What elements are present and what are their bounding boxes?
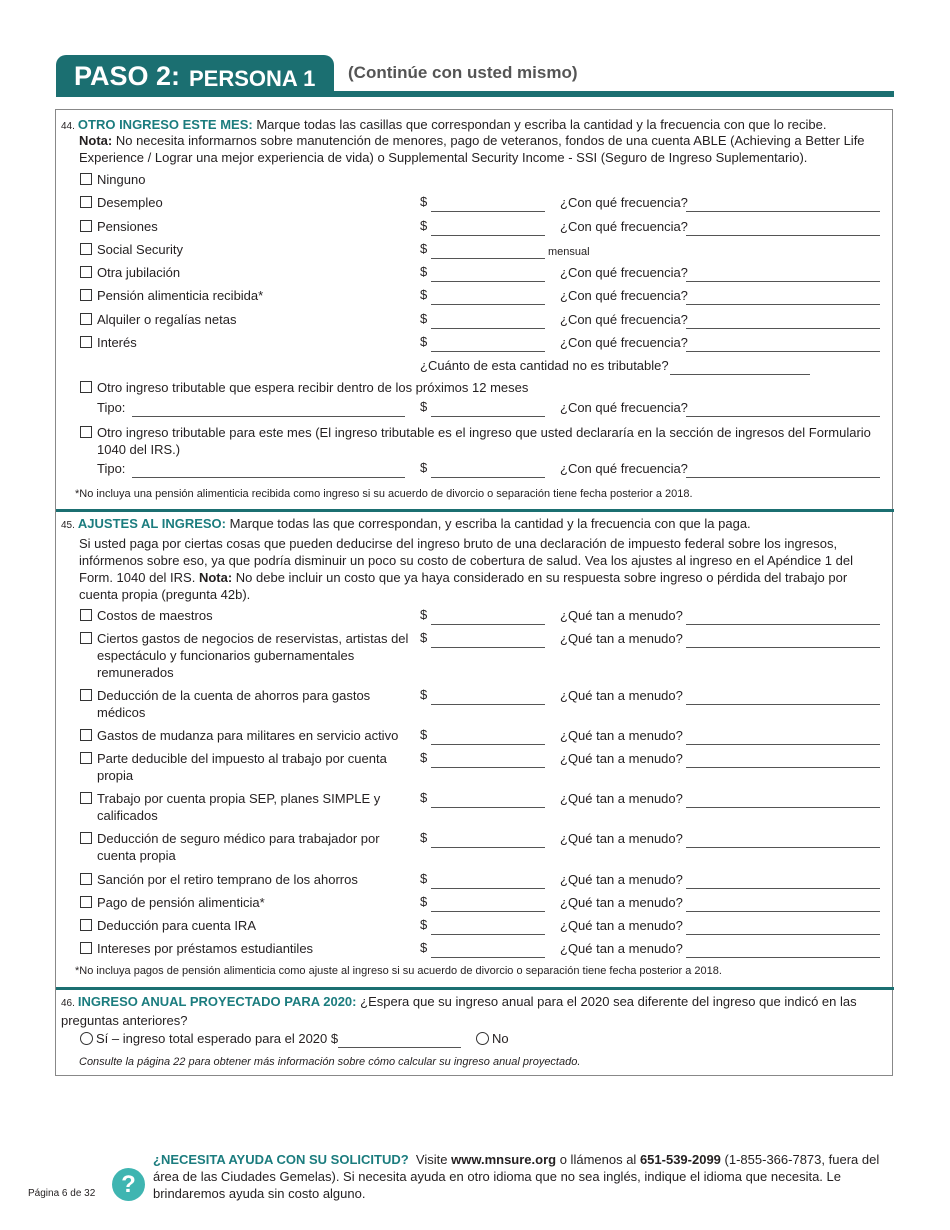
type-label-2: Tipo: [97, 461, 126, 476]
income-checkbox[interactable] [80, 220, 92, 232]
income-frequency-label: mensual [548, 246, 590, 258]
section-divider [56, 987, 894, 990]
dollar-sign: $ [420, 687, 428, 702]
q44-note: Nota: No necesita informarnos sobre manutención de menores, pago de veteranos, fondos de una cuenta ABLE (Achieving a Better Life Experience / Lograr una mejor experiencia de vida) o Supplemental Security Income - SSI (Seguro de Ingreso Suplementario). [79, 133, 865, 165]
income-label: Desempleo [97, 195, 163, 210]
income-frequency-label: ¿Con qué frecuencia? [560, 219, 688, 234]
type-field-2[interactable] [132, 477, 405, 478]
adjustment-amount-field[interactable] [431, 934, 545, 935]
adjustment-frequency-label: ¿Qué tan a menudo? [560, 608, 683, 623]
income-frequency-label: ¿Con qué frecuencia? [560, 335, 688, 350]
adjustment-checkbox[interactable] [80, 609, 92, 621]
dollar-sign: $ [420, 607, 428, 622]
adjustment-label: Intereses por préstamos estudiantiles [97, 941, 314, 956]
website-link[interactable]: www.mnsure.org [451, 1152, 557, 1167]
income-label: Otra jubilación [97, 265, 181, 280]
checkbox-other-12-months[interactable] [80, 381, 92, 393]
step-label: PASO 2: [74, 61, 181, 91]
type-field-1[interactable] [132, 416, 405, 417]
q46-consult-note: Consulte la página 22 para obtener más información sobre cómo calcular su ingreso anual proyectado. [79, 1056, 581, 1068]
income-amount-field[interactable] [431, 304, 545, 305]
adjustment-label: Deducción para cuenta IRA [97, 918, 256, 933]
adjustment-frequency-label: ¿Qué tan a menudo? [560, 872, 683, 887]
income-label: Social Security [97, 242, 183, 257]
adjustment-label: Costos de maestros [97, 608, 213, 623]
adjustment-frequency-field[interactable] [686, 704, 880, 705]
adjustment-checkbox[interactable] [80, 632, 92, 644]
adjustment-amount-field[interactable] [431, 744, 545, 745]
freq-label: ¿Con qué frecuencia? [560, 461, 688, 476]
header-rule [56, 91, 894, 97]
income-amount-field[interactable] [431, 351, 545, 352]
dollar-sign: $ [420, 630, 428, 645]
income-checkbox[interactable] [80, 266, 92, 278]
income-checkbox[interactable] [80, 196, 92, 208]
adjustment-frequency-field[interactable] [686, 911, 880, 912]
income-frequency-label: ¿Con qué frecuencia? [560, 288, 688, 303]
person-label: PERSONA 1 [189, 66, 316, 91]
income-label: Pensiones [97, 219, 158, 234]
adjustment-checkbox[interactable] [80, 729, 92, 741]
dollar-sign: $ [420, 727, 428, 742]
income-checkbox[interactable] [80, 336, 92, 348]
income-amount-field[interactable] [431, 235, 545, 236]
adjustment-amount-field[interactable] [431, 888, 545, 889]
income-frequency-label: ¿Con qué frecuencia? [560, 312, 688, 327]
section-divider [56, 509, 894, 512]
checkbox-other-this-month[interactable] [80, 426, 92, 438]
dollar-sign: $ [420, 264, 428, 279]
dollar-sign: $ [420, 790, 428, 805]
radio-yes[interactable] [80, 1032, 93, 1045]
page-number: Página 6 de 32 [28, 1188, 96, 1199]
adjustment-frequency-field[interactable] [686, 647, 880, 648]
adjustment-label: Ciertos gastos de negocios de reservistas, artistas del espectáculo y funcionarios gubernamentales remunerados [97, 631, 409, 680]
q44-footnote: *No incluya una pensión alimenticia recibida como ingreso si su acuerdo de divorcio o separación tiene fecha posterior a 2018. [75, 488, 693, 500]
dollar-sign: $ [420, 917, 428, 932]
freq-label: ¿Con qué frecuencia? [560, 400, 688, 415]
q44-heading: 44. OTRO INGRESO ESTE MES: Marque todas las casillas que correspondan y escriba la cantidad y la frecuencia con que lo recibe. [61, 117, 827, 132]
income-checkbox[interactable] [80, 313, 92, 325]
q45-footnote: *No incluya pagos de pensión alimenticia como ajuste al ingreso si su acuerdo de divorcio o separación tiene fecha posterior a 2018. [75, 965, 722, 977]
income-amount-field[interactable] [431, 328, 545, 329]
adjustment-frequency-field[interactable] [686, 957, 880, 958]
dollar-sign: $ [420, 399, 428, 414]
nontaxable-amount-field[interactable] [670, 374, 810, 375]
income-checkbox[interactable] [80, 243, 92, 255]
adjustment-amount-field[interactable] [431, 704, 545, 705]
adjustment-amount-field[interactable] [431, 767, 545, 768]
adjustment-checkbox[interactable] [80, 689, 92, 701]
adjustment-label: Trabajo por cuenta propia SEP, planes SIMPLE y calificados [97, 791, 381, 823]
adjustment-frequency-field[interactable] [686, 807, 880, 808]
adjustment-frequency-field[interactable] [686, 744, 880, 745]
adjustment-frequency-label: ¿Qué tan a menudo? [560, 631, 683, 646]
dollar-sign: $ [420, 894, 428, 909]
dollar-sign: $ [420, 830, 428, 845]
phone-number: 651-539-2099 [639, 1152, 721, 1167]
dollar-sign: $ [420, 940, 428, 955]
freq-field-other-12[interactable] [686, 416, 880, 417]
adjustment-checkbox[interactable] [80, 942, 92, 954]
adjustment-frequency-field[interactable] [686, 934, 880, 935]
adjustment-checkbox[interactable] [80, 873, 92, 885]
income-frequency-field[interactable] [686, 281, 880, 282]
adjustment-amount-field[interactable] [431, 647, 545, 648]
adjustment-checkbox[interactable] [80, 752, 92, 764]
dollar-sign: $ [420, 241, 428, 256]
amount-field-other-12[interactable] [431, 416, 545, 417]
adjustment-label: Pago de pensión alimenticia* [97, 895, 265, 910]
income-frequency-label: ¿Con qué frecuencia? [560, 265, 688, 280]
dollar-sign: $ [420, 194, 428, 209]
dollar-sign: $ [420, 334, 428, 349]
header-subtitle: (Continúe con usted mismo) [348, 63, 578, 82]
income-frequency-field[interactable] [686, 351, 880, 352]
dollar-sign: $ [420, 218, 428, 233]
label-no: No [492, 1031, 509, 1046]
adjustment-amount-field[interactable] [431, 957, 545, 958]
q45-heading: 45. AJUSTES AL INGRESO: Marque todas las que correspondan, y escriba la cantidad y la frecuencia con que la paga. [61, 516, 751, 531]
adjustment-frequency-label: ¿Qué tan a menudo? [560, 941, 683, 956]
income-amount-field[interactable] [431, 211, 545, 212]
dollar-sign: $ [420, 311, 428, 326]
nontaxable-label: ¿Cuánto de esta cantidad no es tributable? [420, 358, 669, 373]
adjustment-label: Deducción de la cuenta de ahorros para gastos médicos [97, 688, 371, 720]
adjustment-amount-field[interactable] [431, 911, 545, 912]
adjustment-frequency-label: ¿Qué tan a menudo? [560, 895, 683, 910]
income-label: Interés [97, 335, 137, 350]
adjustment-label: Parte deducible del impuesto al trabajo por cuenta propia [97, 751, 387, 783]
adjustment-frequency-label: ¿Qué tan a menudo? [560, 728, 683, 743]
adjustment-label: Deducción de seguro médico para trabajador por cuenta propia [97, 831, 380, 863]
income-checkbox[interactable] [80, 289, 92, 301]
adjustment-frequency-label: ¿Qué tan a menudo? [560, 688, 683, 703]
label-other-12-months: Otro ingreso tributable que espera recibir dentro de los próximos 12 meses [97, 380, 529, 395]
adjustment-checkbox[interactable] [80, 919, 92, 931]
income-amount-field[interactable] [431, 281, 545, 282]
adjustment-label: Gastos de mudanza para militares en servicio activo [97, 728, 399, 743]
income-frequency-field[interactable] [686, 235, 880, 236]
adjustment-frequency-field[interactable] [686, 767, 880, 768]
help-text: ¿NECESITA AYUDA CON SU SOLICITUD? Visite www.mnsure.org o llámenos al 651-539-2099 (1-855-366-7873, fuera del área de las Ciudades Gemelas). Si necesita ayuda en otro idioma que no sea inglés, indique el idioma que necesita. Le brindaremos ayuda sin costo alguno. [153, 1152, 880, 1201]
adjustment-checkbox[interactable] [80, 896, 92, 908]
type-label-1: Tipo: [97, 400, 126, 415]
adjustment-frequency-field[interactable] [686, 624, 880, 625]
adjustment-label: Sanción por el retiro temprano de los ahorros [97, 872, 358, 887]
adjustment-amount-field[interactable] [431, 847, 545, 848]
income-amount-field[interactable] [431, 258, 545, 259]
freq-field-other-month[interactable] [686, 477, 880, 478]
income-frequency-field[interactable] [686, 211, 880, 212]
checkbox-ninguno[interactable] [80, 173, 92, 185]
dollar-sign: $ [420, 460, 428, 475]
adjustment-amount-field[interactable] [431, 624, 545, 625]
adjustment-frequency-label: ¿Qué tan a menudo? [560, 831, 683, 846]
dollar-sign: $ [420, 287, 428, 302]
q46-heading: 46. INGRESO ANUAL PROYECTADO PARA 2020: ¿Espera que su ingreso anual para el 2020 sea diferente del ingreso que indicó en las preguntas anteriores? [61, 994, 857, 1028]
adjustment-frequency-label: ¿Qué tan a menudo? [560, 791, 683, 806]
label-other-this-month: Otro ingreso tributable para este mes (El ingreso tributable es el ingreso que usted declararía en la sección de ingresos del Formulario 1040 del IRS.) [97, 425, 871, 457]
adjustment-checkbox[interactable] [80, 832, 92, 844]
income-frequency-label: ¿Con qué frecuencia? [560, 195, 688, 210]
income-label: Pensión alimenticia recibida* [97, 288, 264, 303]
q45-body: Si usted paga por ciertas cosas que pueden deducirse del ingreso bruto de una declaración de impuesto federal sobre los ingresos, infórmenos sobre eso, ya que podría disminuir un poco su costo de cobertura de salud. Vea los ajustes al ingreso en el Apéndice 1 del Form. 1040 del IRS. Nota: No debe incluir un costo que ya haya considerado en su respuesta sobre ingreso o pérdida del trabajo por cuenta propia (pregunta 42b). [79, 536, 853, 602]
income-label: Alquiler o regalías netas [97, 312, 237, 327]
label-yes: Sí – ingreso total esperado para el 2020 $ [96, 1031, 339, 1046]
income-frequency-field[interactable] [686, 304, 880, 305]
adjustment-frequency-label: ¿Qué tan a menudo? [560, 918, 683, 933]
dollar-sign: $ [420, 750, 428, 765]
label-ninguno: Ninguno [97, 172, 146, 187]
amount-field-other-month[interactable] [431, 477, 545, 478]
adjustment-frequency-field[interactable] [686, 888, 880, 889]
adjustment-amount-field[interactable] [431, 807, 545, 808]
help-question-icon: ? [112, 1168, 145, 1201]
adjustment-frequency-field[interactable] [686, 847, 880, 848]
expected-income-field[interactable] [338, 1047, 461, 1048]
adjustment-frequency-label: ¿Qué tan a menudo? [560, 751, 683, 766]
radio-no[interactable] [476, 1032, 489, 1045]
income-frequency-field[interactable] [686, 328, 880, 329]
dollar-sign: $ [420, 871, 428, 886]
adjustment-checkbox[interactable] [80, 792, 92, 804]
